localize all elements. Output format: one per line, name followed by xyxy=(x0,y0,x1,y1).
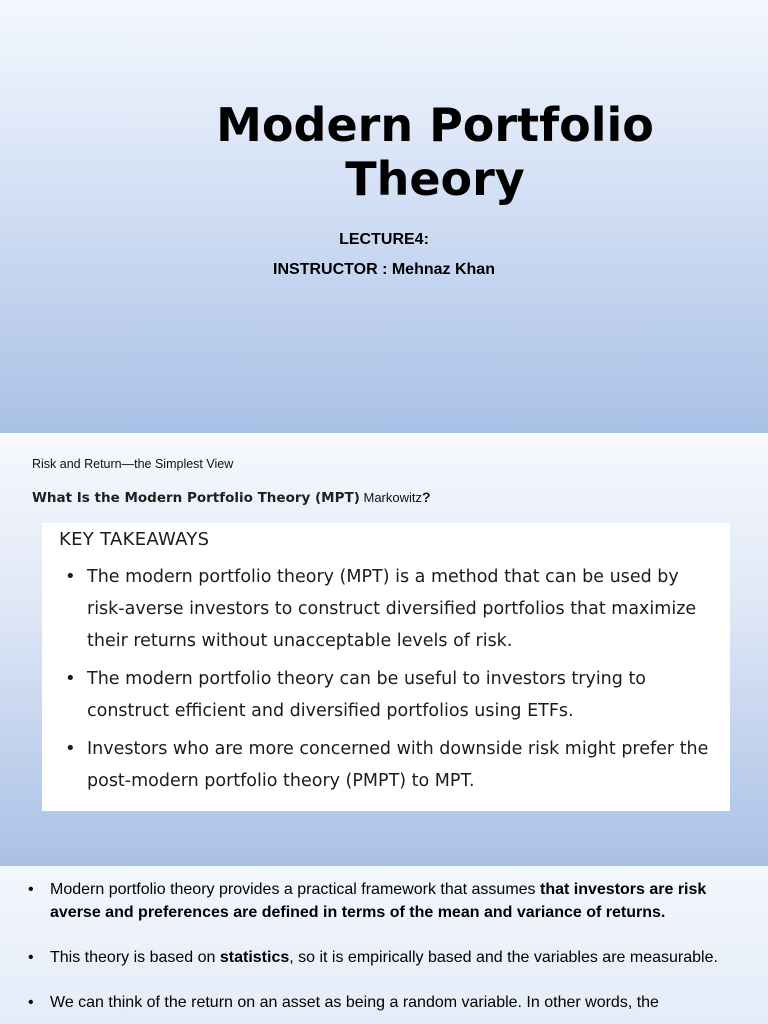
title-line-2: Theory xyxy=(345,152,525,206)
list-item: • Investors who are more concerned with downside risk might prefer the post-modern portfolio theory (PMPT) to MPT. xyxy=(87,733,717,797)
key-takeaways-box xyxy=(42,523,730,811)
bullet2-bold: statistics xyxy=(219,949,290,966)
mpt-question xyxy=(32,489,431,506)
mpt-question-mark: ? xyxy=(422,489,431,505)
mpt-details-slide xyxy=(0,866,768,1024)
bullet1-plain: Modern portfolio theory provides a practical framework that assumes xyxy=(50,881,540,898)
key-takeaways-heading: KEY TAKEAWAYS xyxy=(59,529,210,550)
bullet2-plain-after: , so it is empirically based and the variables are measurable. xyxy=(289,949,718,966)
list-item xyxy=(28,946,743,969)
lecture-label: LECTURE4: xyxy=(339,231,429,248)
list-item: • The modern portfolio theory can be useful to investors trying to construct efficient and diversified portfolios using ETFs. xyxy=(87,663,717,727)
title-slide xyxy=(0,0,768,433)
details-list xyxy=(28,878,743,1024)
title-line-1: Modern Portfolio xyxy=(216,98,654,152)
section-heading: Risk and Return—the Simplest View xyxy=(32,457,234,471)
key-takeaways-list xyxy=(87,561,717,803)
list-item xyxy=(28,878,743,924)
slide-title xyxy=(200,98,670,206)
mpt-question-bold: What Is the Modern Portfolio Theory (MPT) xyxy=(32,490,360,506)
list-item xyxy=(28,991,743,1014)
mpt-question-plain: Markowitz xyxy=(359,490,423,505)
bullet1-bold: that investors are risk averse and preferences are defined in terms of the mean and variance of returns. xyxy=(50,881,707,921)
bullet2-plain-before: This theory is based on xyxy=(50,949,220,966)
list-item: • The modern portfolio theory (MPT) is a method that can be used by risk-averse investors to construct diversified portfolios that maximize their returns without unacceptable levels of risk. xyxy=(87,561,717,657)
bullet3-plain: We can think of the return on an asset as being a random variable. In other words, the xyxy=(50,994,659,1011)
instructor-label: INSTRUCTOR : Mehnaz Khan xyxy=(273,261,495,278)
